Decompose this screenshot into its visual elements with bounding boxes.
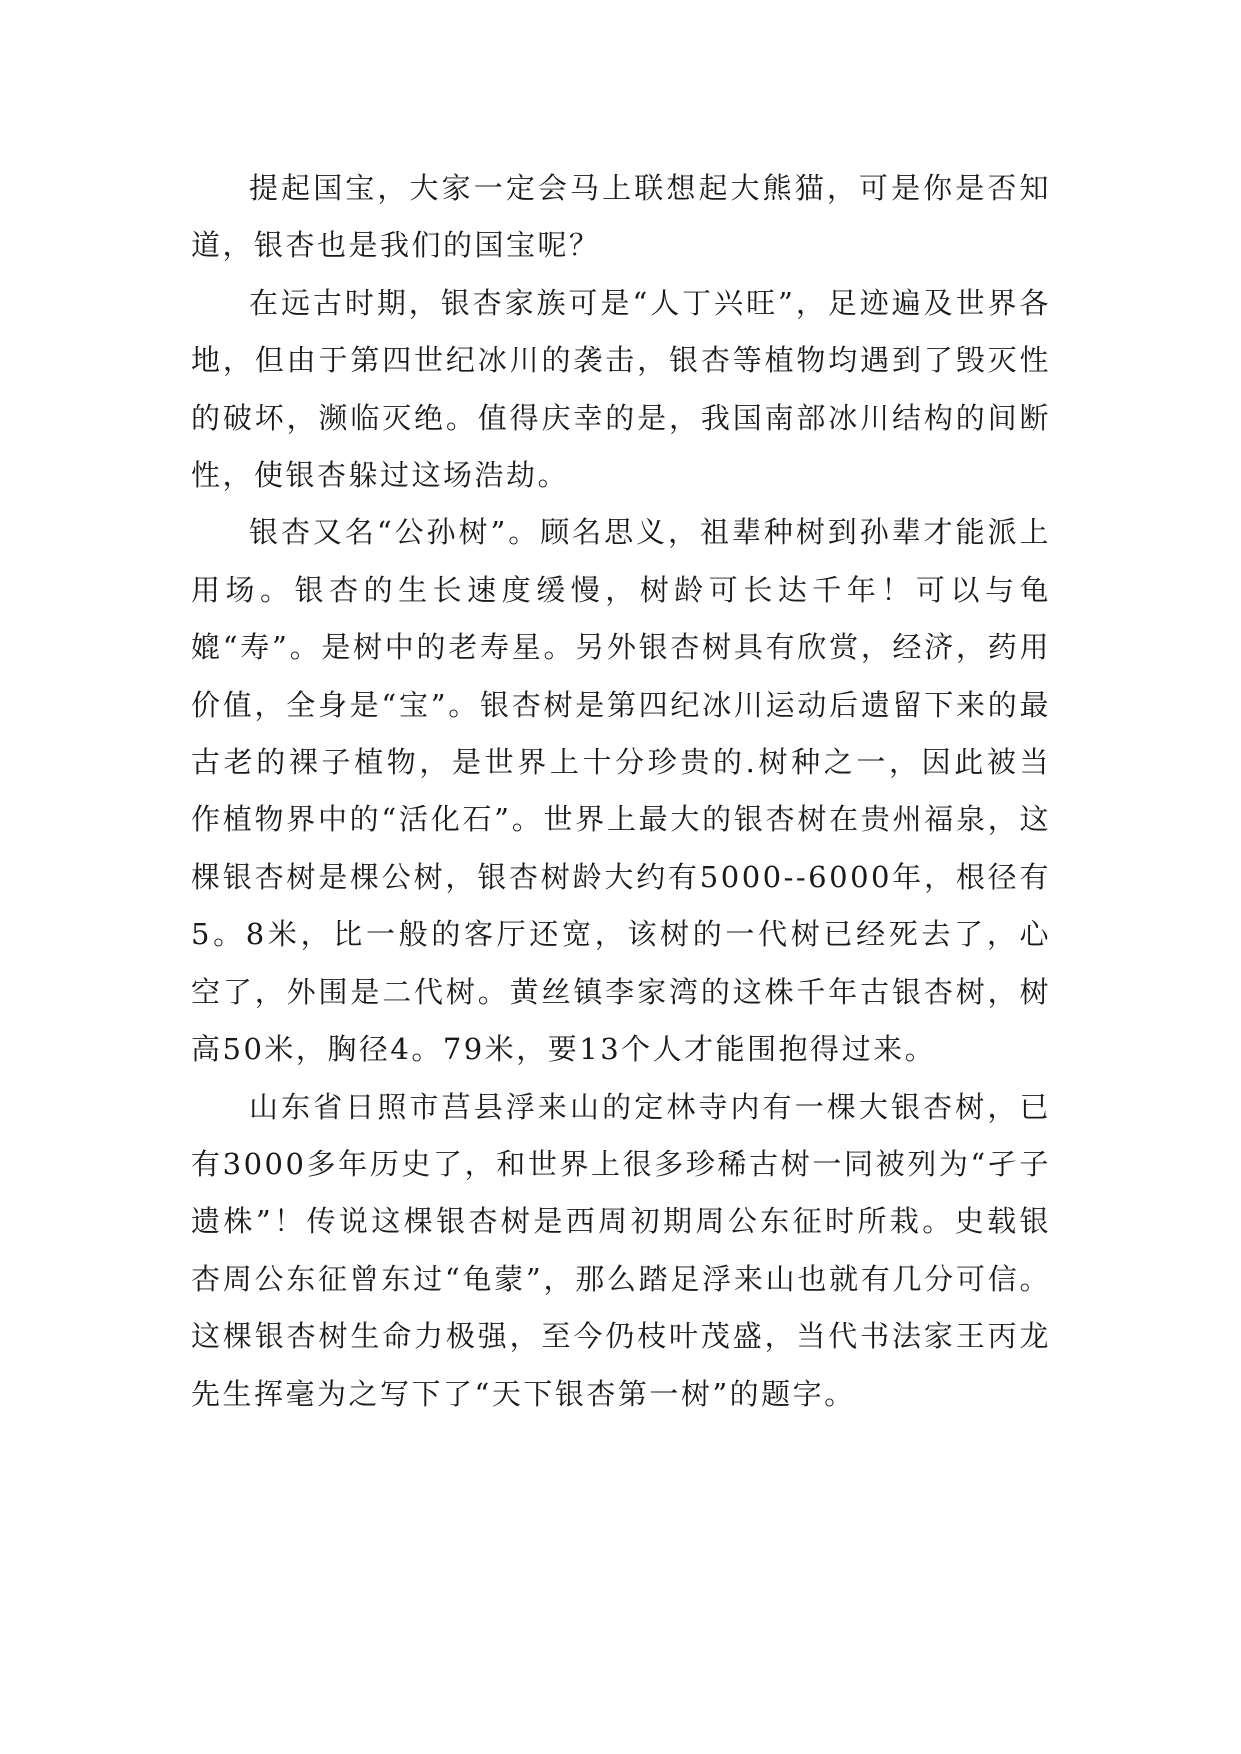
paragraph-gongsun-tree: 银杏又名“公孙树”。顾名思义，祖辈种树到孙辈才能派上用场。银杏的生长速度缓慢，树龄可长达千年！可以与龟媲“寿”。是树中的老寿星。另外银杏树具有欣赏，经济，药用价值，全身是“宝”。银杏树是第四纪冰川运动后遗留下来的最古老的裸子植物，是世界上十分珍贵的.树种之一，因此被当作植物界中的“活化石”。世界上最大的银杏树在贵州福泉，这棵银杏树是棵公树，银杏树龄大约有5000--6000年，根径有5。8米，比一般的客厅还宽，该树的一代树已经死去了，心空了，外围是二代树。黄丝镇李家湾的这株千年古银杏树，树高50米，胸径4。79米，要13个人才能围抱得过来。	[191, 515, 1051, 1067]
paragraph-fulai-mountain: 山东省日照市莒县浮来山的定林寺内有一棵大银杏树，已有3000多年历史了，和世界上很多珍稀古树一同被列为“孑子遗株”！传说这棵银杏树是西周初期周公东征时所栽。史载银杏周公东征曾东过“龟蒙”，那么踏足浮来山也就有几分可信。这棵银杏树生命力极强，至今仍枝叶茂盛，当代书法家王丙龙先生挥毫为之写下了“天下银杏第一树”的题字。	[191, 1089, 1051, 1411]
paragraph-history: 在远古时期，银杏家族可是“人丁兴旺”，足迹遍及世界各地，但由于第四世纪冰川的袭击，银杏等植物均遇到了毁灭性的破坏，濒临灭绝。值得庆幸的是，我国南部冰川结构的间断性，使银杏躲过这场浩劫。	[191, 285, 1051, 493]
document-body	[191, 160, 1051, 1423]
paragraph-intro: 提起国宝，大家一定会马上联想起大熊猫，可是你是否知道，银杏也是我们的国宝呢？	[191, 171, 1051, 263]
